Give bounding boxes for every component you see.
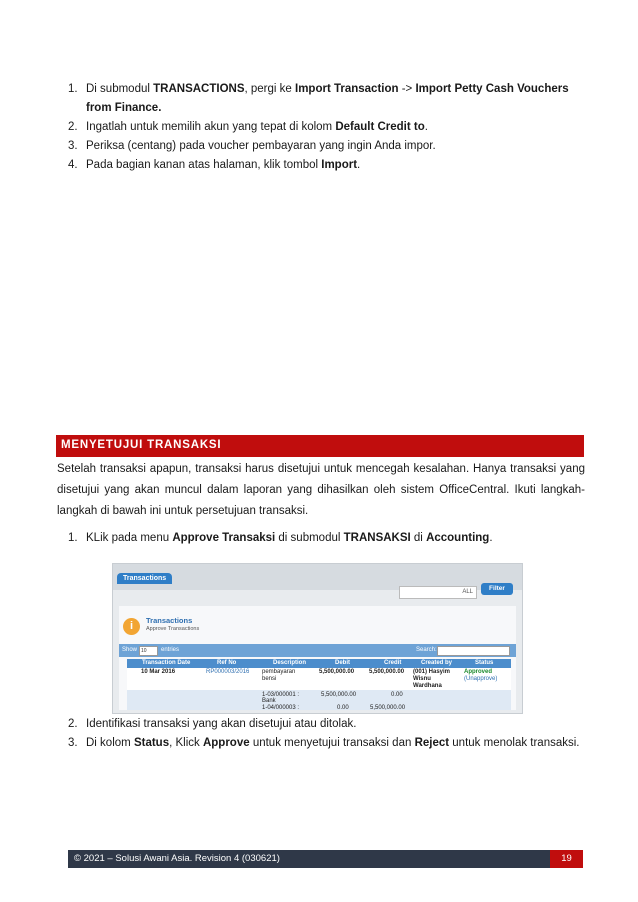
list-item-emphasis: Accounting [426, 532, 490, 544]
row-ref-link: RP000003/2016 [206, 669, 250, 675]
list-item [62, 118, 582, 137]
list-item-text: -> [398, 83, 416, 95]
row-creator-line2: Wisnu [413, 676, 431, 682]
row-creator-line3: Wardhana [413, 683, 442, 689]
list-item-text: . [424, 121, 428, 133]
filter-button: Filter [481, 583, 513, 595]
list-item [62, 734, 582, 753]
subrow2-credit: 5,500,000.00 [370, 705, 406, 711]
list-item-emphasis: Reject [414, 737, 450, 749]
list-item-text: , Klick [169, 737, 203, 749]
company-dropdown [399, 586, 477, 599]
list-item-number: 2. [68, 718, 78, 730]
subrow2-debit: 0.00 [337, 705, 349, 711]
header-created-by: Created by [421, 660, 453, 666]
list-item-text: di submodul [275, 532, 344, 544]
approve-transactions-screenshot [112, 563, 523, 714]
search-input [437, 646, 510, 656]
row-credit: 5,500,000.00 [369, 669, 405, 675]
list-item-emphasis: Status [133, 737, 170, 749]
row-unapprove-link: (Unapprove) [464, 676, 498, 682]
list-item-text: untuk menyetujui transaksi dan [249, 737, 415, 749]
header-ref-no: Ref No [217, 660, 237, 666]
list-item-text: . [357, 159, 361, 171]
list-item-text: Periksa (centang) pada voucher pembayaran yang ingin Anda impor. [86, 140, 436, 152]
header-description: Description [273, 660, 307, 666]
list-item-text: KLik pada menu [86, 532, 173, 544]
row-description-line2: bensi [262, 676, 277, 682]
list-item-text: di [410, 532, 427, 544]
search-label: Search: [416, 647, 437, 653]
row-status: Approved [464, 669, 493, 675]
list-item-number: 4. [68, 159, 78, 171]
table-toolbar [119, 644, 516, 657]
row-creator-line1: (001) Hasyim [413, 669, 451, 675]
list-item-text: Pada bagian kanan atas halaman, klik tombol [86, 159, 322, 171]
header-status: Status [475, 660, 494, 666]
header-credit: Credit [384, 660, 402, 666]
list-item-number: 1. [68, 532, 78, 544]
page-footer [68, 850, 583, 868]
list-item [62, 715, 582, 734]
list-item-text: . [489, 532, 493, 544]
list-item-number: 3. [68, 140, 78, 152]
row-date: 10 Mar 2016 [141, 669, 176, 675]
section-title: MENYETUJUI TRANSAKSI [61, 439, 222, 451]
list-item-text: Identifikasi transaksi yang akan disetujui atau ditolak. [86, 718, 357, 730]
show-label: Show [122, 647, 138, 653]
list-item-number: 2. [68, 121, 78, 133]
list-item-emphasis: Approve [202, 737, 250, 749]
entries-label: entries [161, 647, 180, 653]
intro-paragraph: Setelah transaksi apapun, transaksi harus disetujui untuk mencegah kesalahan. Hanya transaksi yang disetujui yang akan muncul dalam laporan yang dihasilkan oleh sistem OfficeCentral. Ikuti langkah-langkah di bawah ini untuk persetujuan transaksi. [57, 463, 585, 517]
list-item-emphasis: Import Transaction [295, 83, 399, 95]
transactions-tab: Transactions [117, 573, 172, 584]
transactions-panel [119, 606, 516, 710]
list-item-emphasis: Default Credit to [335, 121, 425, 133]
row-debit: 5,500,000.00 [319, 669, 355, 675]
list-item-emphasis: TRANSACTIONS [153, 83, 245, 95]
panel-subtitle: Approve Transactions [146, 626, 200, 632]
list-item [62, 156, 582, 175]
instruction-list-approve [62, 529, 582, 548]
list-item-number: 3. [68, 737, 78, 749]
panel-title: Transactions [146, 616, 193, 625]
list-item-text: Di submodul [86, 83, 154, 95]
list-item-text: , pergi ke [244, 83, 295, 95]
list-item-emphasis: TRANSAKSI [343, 532, 411, 544]
list-item [62, 80, 582, 118]
subrow1-debit: 5,500,000.00 [321, 692, 357, 698]
list-item-text: Ingatlah untuk memilih akun yang tepat di kolom [86, 121, 336, 133]
list-item [62, 137, 582, 156]
section-header-bar [56, 435, 584, 457]
subrow1-account: 1-03/000001 : [262, 692, 300, 698]
page-number: 19 [550, 850, 583, 868]
table-subrow [127, 690, 511, 710]
list-item [62, 529, 582, 548]
header-transaction-date: Transaction Date [142, 660, 191, 666]
info-icon: i [123, 618, 140, 635]
list-item-emphasis: Import [321, 159, 358, 171]
subrow2-account: 1-04/000003 : [262, 705, 300, 711]
list-item-text: Di kolom [86, 737, 134, 749]
list-item-emphasis: Import Petty Cash Vouchers from Finance. [86, 83, 569, 114]
page-size-select: 10 [139, 646, 158, 656]
list-item-number: 1. [68, 83, 78, 95]
subrow1-name: Bank [262, 698, 276, 704]
subrow1-credit: 0.00 [391, 692, 403, 698]
list-item-text: untuk menolak transaksi. [449, 737, 580, 749]
dropdown-value: ALL [462, 589, 473, 595]
table-header [127, 659, 511, 668]
instruction-list-status [62, 715, 582, 753]
instruction-list-import [62, 80, 582, 175]
header-debit: Debit [335, 660, 350, 666]
footer-copyright: © 2021 – Solusi Awani Asia. Revision 4 (030621) [74, 853, 280, 864]
row-description-line1: pembayaran [262, 669, 296, 675]
list-item-emphasis: Approve Transaksi [172, 532, 276, 544]
